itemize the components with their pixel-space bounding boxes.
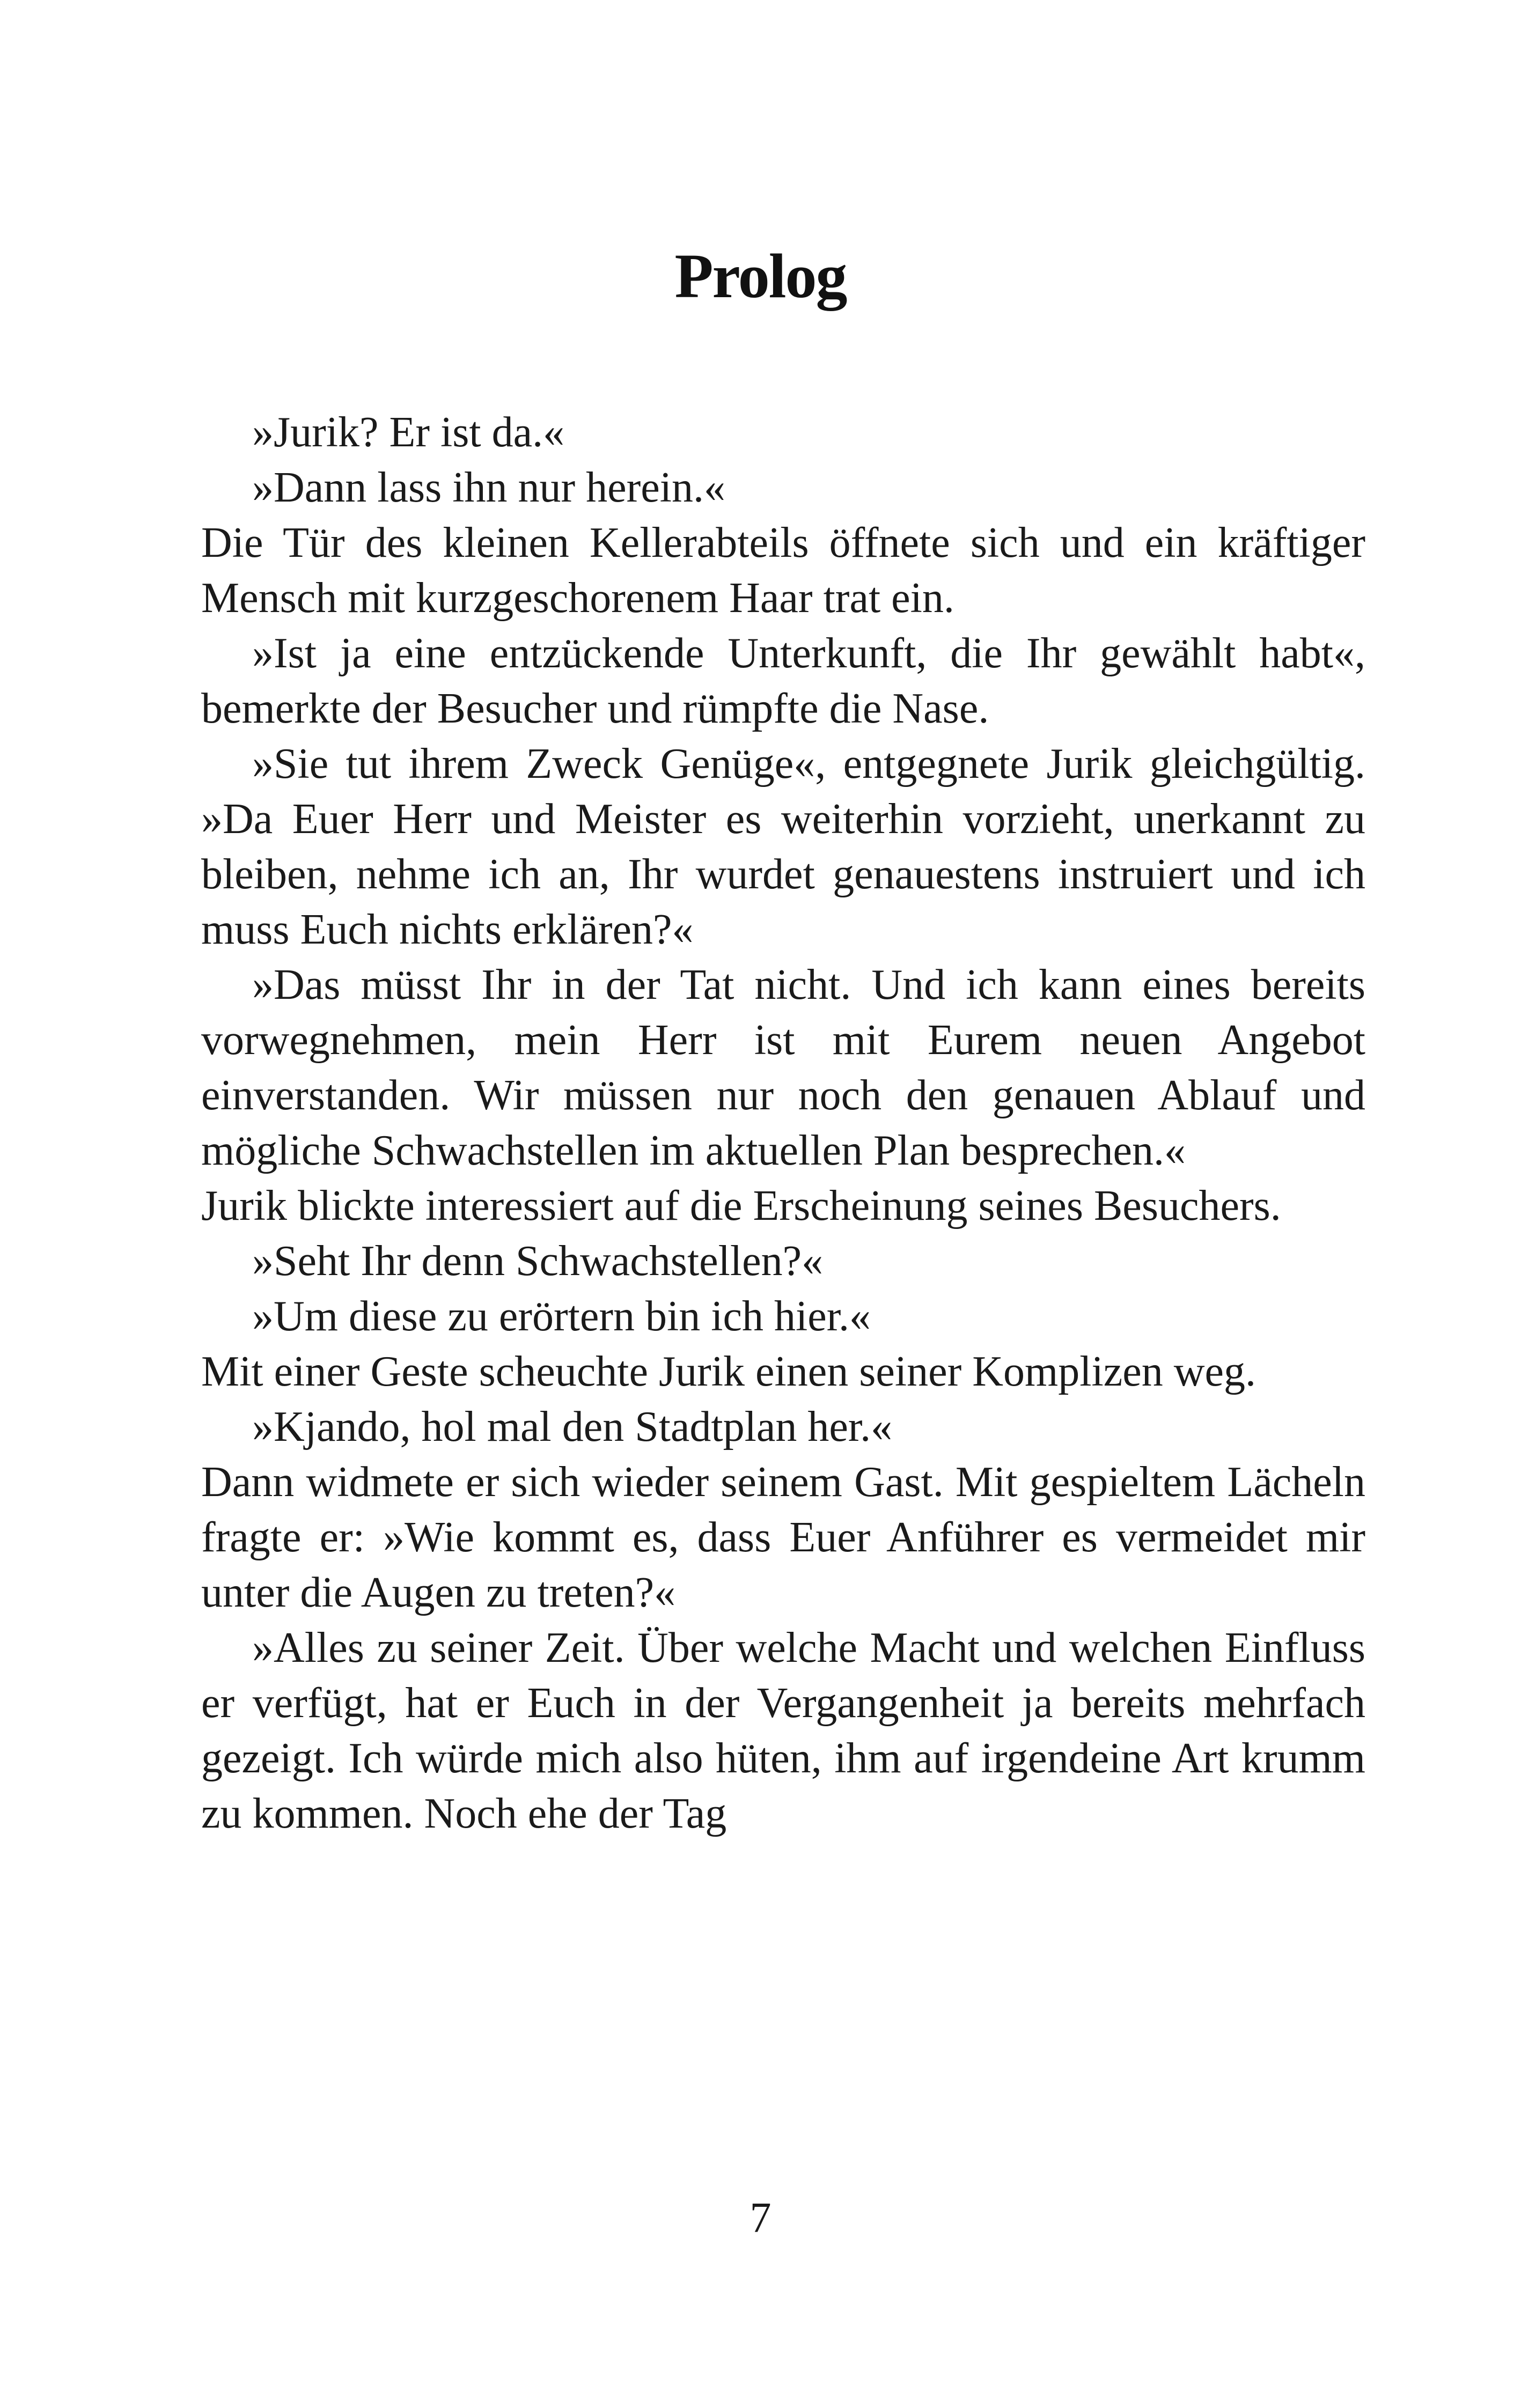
paragraph: »Ist ja eine entzückende Unterkunft, die Ihr gewählt habt«, bemerkte der Besucher und rümpfte die Nase.: [201, 630, 1365, 732]
paragraph: »Kjando, hol mal den Stadtplan her.«: [252, 1403, 893, 1450]
paragraph: Die Tür des kleinen Kellerabteils öffnete sich und ein kräftiger Mensch mit kurzgeschorenem Haar trat ein.: [201, 519, 1365, 622]
paragraph: Jurik blickte interessiert auf die Erscheinung seines Besuchers.: [201, 1182, 1281, 1229]
paragraph: »Seht Ihr denn Schwachstellen?«: [252, 1238, 824, 1285]
paragraph: »Sie tut ihrem Zweck Genüge«, entgegnete Jurik gleichgültig. »Da Euer Herr und Meister es weiterhin vorzieht, unerkannt zu bleiben, nehme ich an, Ihr wurdet genauestens instruiert und ich muss Euch nichts erklären?«: [201, 740, 1365, 953]
paragraph: »Alles zu seiner Zeit. Über welche Macht und welchen Einfluss er verfügt, hat er Euch in der Vergangenheit ja bereits mehrfach gezeigt. Ich würde mich also hüten, ihm auf irgendeine Art krumm zu kommen. Noch ehe der Tag: [201, 1624, 1365, 1837]
body-text: [201, 405, 1365, 1842]
paragraph: »Das müsst Ihr in der Tat nicht. Und ich kann eines bereits vorwegnehmen, mein Herr ist mit Eurem neuen Angebot einverstanden. Wir müssen nur noch den genauen Ablauf und mögliche Schwachstellen im aktuellen Plan besprechen.«: [201, 961, 1365, 1174]
paragraph: »Dann lass ihn nur herein.«: [252, 464, 726, 511]
chapter-title: Prolog: [674, 241, 847, 311]
paragraph: »Jurik? Er ist da.«: [252, 409, 565, 456]
page-number: 7: [750, 2195, 771, 2242]
paragraph: Dann widmete er sich wieder seinem Gast. Mit gespieltem Lächeln fragte er: »Wie kommt es, dass Euer Anführer es vermeidet mir unter die Augen zu treten?«: [201, 1459, 1365, 1616]
paragraph: Mit einer Geste scheuchte Jurik einen seiner Komplizen weg.: [201, 1348, 1257, 1395]
paragraph: »Um diese zu erörtern bin ich hier.«: [252, 1293, 871, 1340]
